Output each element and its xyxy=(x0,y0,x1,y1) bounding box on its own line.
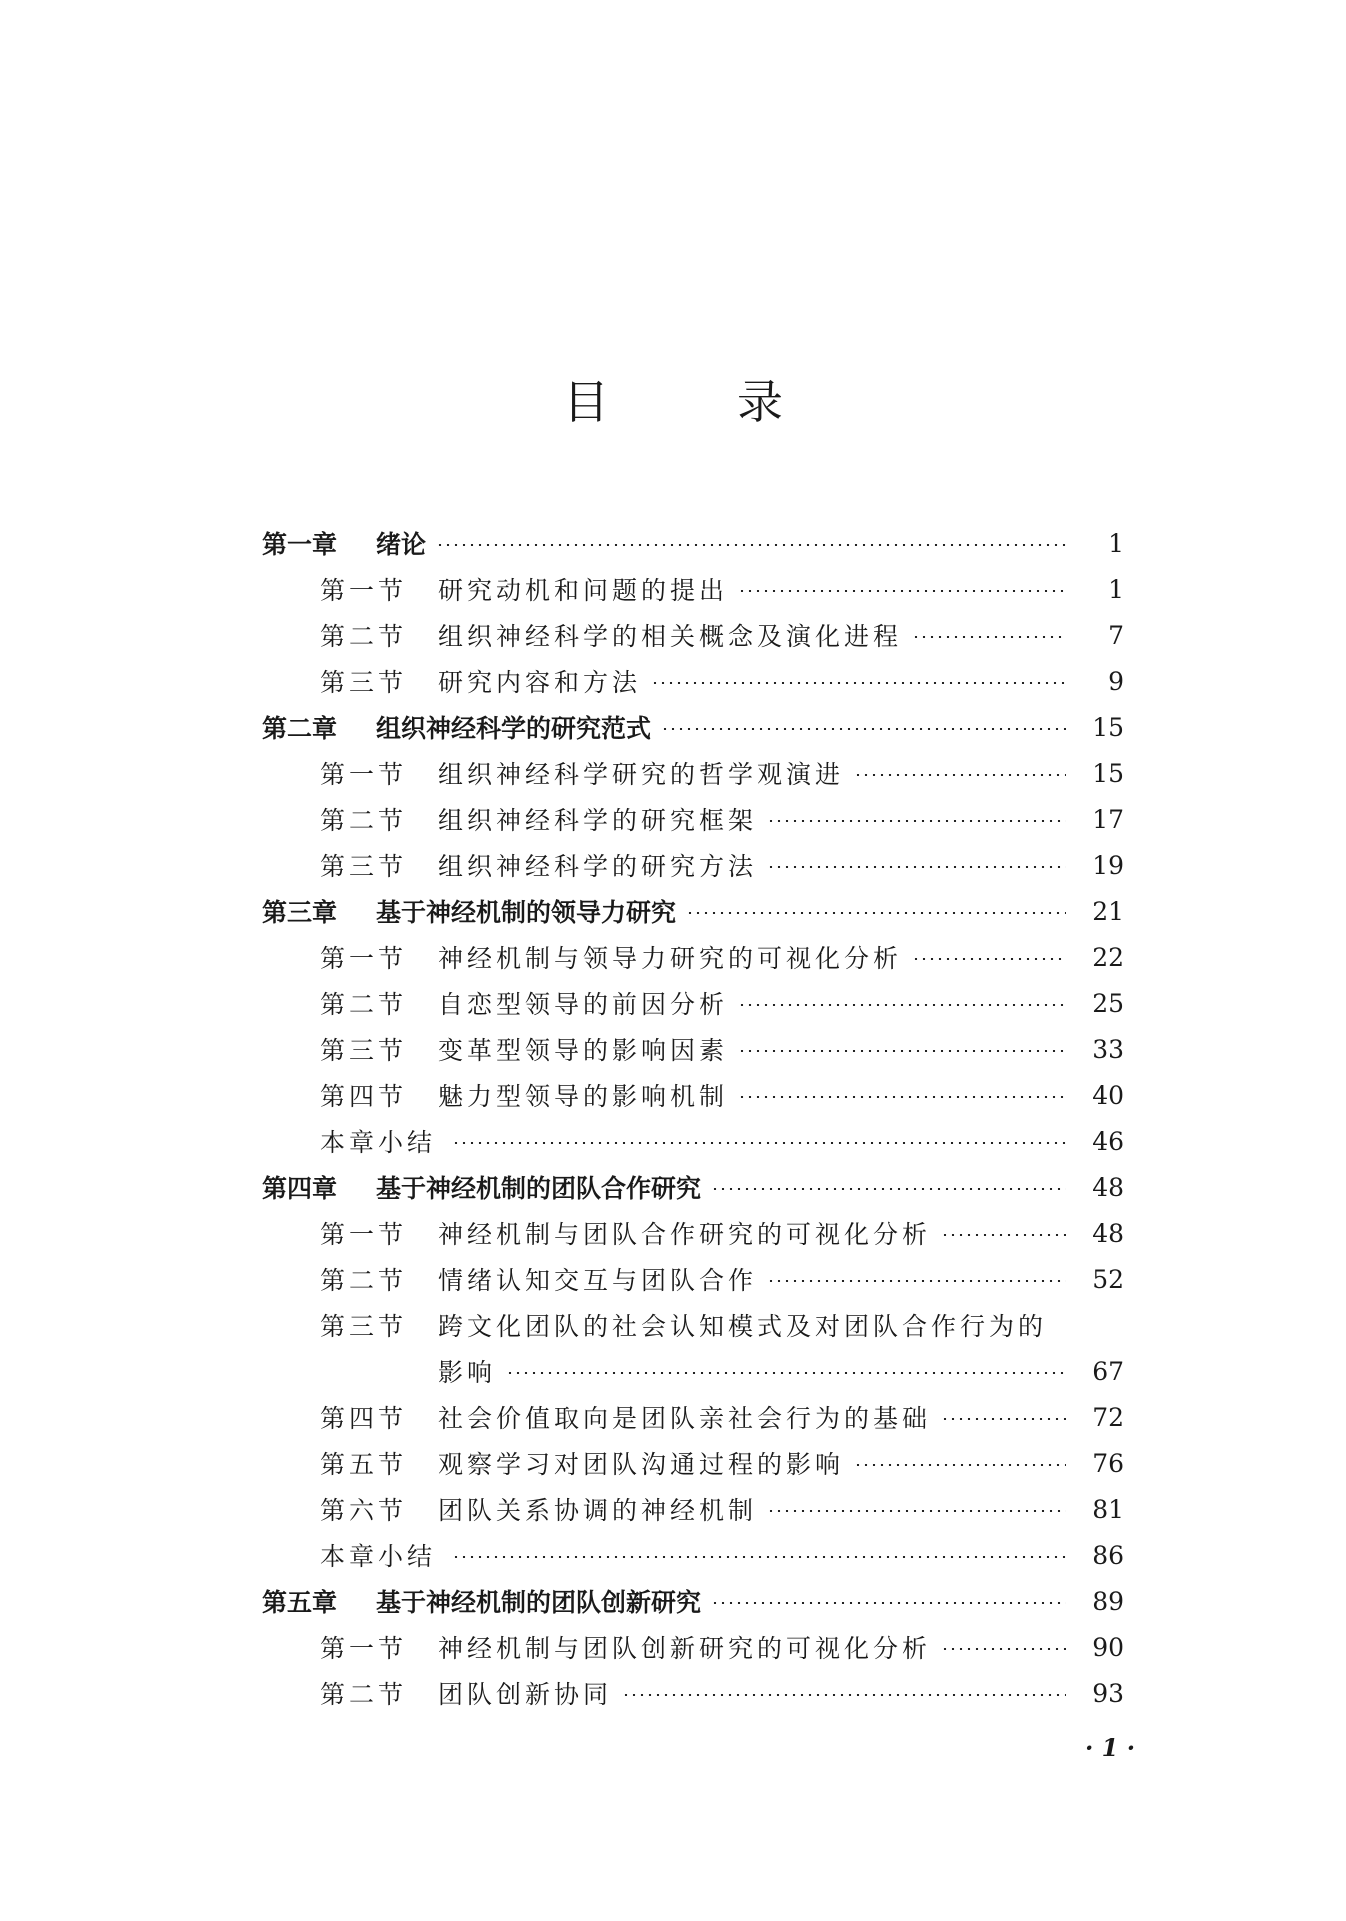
toc-page-number: 93 xyxy=(1092,1678,1124,1708)
toc-entry-label: 第四章 xyxy=(262,1174,338,1203)
toc-summary-row[interactable] xyxy=(0,1118,1346,1164)
toc-chapter-row[interactable] xyxy=(0,520,1346,566)
toc-entry-title: 组织神经科学的研究方法 xyxy=(438,852,758,881)
page-title-char-2: 录 xyxy=(737,375,783,429)
toc-page-number: 17 xyxy=(1092,804,1124,834)
dot-leader xyxy=(711,1188,1066,1190)
toc-entry-title: 基于神经机制的领导力研究 xyxy=(376,898,677,927)
dot-leader xyxy=(452,1556,1066,1558)
toc-entry-title: 组织神经科学的研究框架 xyxy=(438,806,758,835)
toc-page-number: 7 xyxy=(1108,620,1124,650)
toc-page-number: 1 xyxy=(1108,528,1124,558)
dot-leader xyxy=(506,1372,1066,1374)
toc-entry-label: 第二章 xyxy=(262,714,338,743)
toc-section-row[interactable] xyxy=(0,658,1346,704)
toc-section-row[interactable] xyxy=(0,612,1346,658)
toc-page-number: 46 xyxy=(1092,1126,1124,1156)
toc-entry-label: 第二节 xyxy=(320,1266,408,1295)
toc-entry-label: 第三节 xyxy=(320,668,408,697)
toc-entry-label: 第二节 xyxy=(320,1680,408,1709)
dot-leader xyxy=(711,1602,1066,1604)
toc-page-number: 89 xyxy=(1092,1586,1124,1616)
toc-chapter-row[interactable] xyxy=(0,1164,1346,1210)
toc-entry-title: 研究动机和问题的提出 xyxy=(438,576,729,605)
dot-leader xyxy=(686,912,1066,914)
toc-entry-title: 团队关系协调的神经机制 xyxy=(438,1496,758,1525)
toc-section-row[interactable] xyxy=(0,750,1346,796)
toc-section-row[interactable] xyxy=(0,1670,1346,1716)
dot-leader xyxy=(622,1694,1066,1696)
toc-section-row[interactable] xyxy=(0,1026,1346,1072)
dot-leader xyxy=(738,1004,1066,1006)
dot-leader xyxy=(941,1648,1066,1650)
toc-entry-title: 观察学习对团队沟通过程的影响 xyxy=(438,1450,845,1479)
toc-entry-title: 本章小结 xyxy=(320,1542,437,1571)
toc-entry-title: 组织神经科学的相关概念及演化进程 xyxy=(438,622,903,651)
toc-section-row[interactable] xyxy=(0,1256,1346,1302)
toc-entry-label: 第三章 xyxy=(262,898,338,927)
toc-chapter-row[interactable] xyxy=(0,1578,1346,1624)
dot-leader xyxy=(767,1280,1066,1282)
dot-leader xyxy=(738,590,1066,592)
toc-entry-title: 社会价值取向是团队亲社会行为的基础 xyxy=(438,1404,932,1433)
toc-entry-label: 第五章 xyxy=(262,1588,338,1617)
toc-section-row[interactable] xyxy=(0,1486,1346,1532)
toc-entry-label: 第一节 xyxy=(320,576,408,605)
toc-section-row[interactable] xyxy=(0,566,1346,612)
dot-leader xyxy=(941,1234,1066,1236)
dot-leader xyxy=(767,866,1066,868)
toc-entry-label: 第六节 xyxy=(320,1496,408,1525)
toc-entry-label: 第一节 xyxy=(320,944,408,973)
toc-section-row[interactable] xyxy=(0,1394,1346,1440)
dot-leader xyxy=(941,1418,1066,1420)
toc-page-number: 15 xyxy=(1092,758,1124,788)
toc-page-number: 15 xyxy=(1092,712,1124,742)
toc-page-number: 1 xyxy=(1108,574,1124,604)
dot-leader xyxy=(854,1464,1066,1466)
dot-leader xyxy=(912,636,1066,638)
toc-section-row[interactable] xyxy=(0,1440,1346,1486)
toc-section-row[interactable] xyxy=(0,934,1346,980)
dot-leader xyxy=(912,958,1066,960)
toc-entry-label: 第一章 xyxy=(262,530,338,559)
toc-page-number: 76 xyxy=(1092,1448,1124,1478)
toc-entry-title: 跨文化团队的社会认知模式及对团队合作行为的 xyxy=(438,1312,1048,1341)
toc-entry-label: 第四节 xyxy=(320,1082,408,1111)
toc-page-number: 9 xyxy=(1108,666,1124,696)
toc-entry-title: 团队创新协同 xyxy=(438,1680,613,1709)
toc-page-number: 48 xyxy=(1092,1172,1124,1202)
dot-leader xyxy=(661,728,1066,730)
toc-chapter-row[interactable] xyxy=(0,704,1346,750)
dot-leader xyxy=(738,1096,1066,1098)
toc-section-row[interactable] xyxy=(0,1302,1346,1348)
toc-entry-title: 组织神经科学研究的哲学观演进 xyxy=(438,760,845,789)
toc-entry-label: 第二节 xyxy=(320,990,408,1019)
toc-entry-label: 第三节 xyxy=(320,1036,408,1065)
toc-entry-label: 第二节 xyxy=(320,622,408,651)
toc-page-number: 19 xyxy=(1092,850,1124,880)
toc-entry-label: 第三节 xyxy=(320,1312,408,1341)
toc-section-row[interactable] xyxy=(0,1072,1346,1118)
toc-page-number: 90 xyxy=(1092,1632,1124,1662)
toc-entry-title: 情绪认知交互与团队合作 xyxy=(438,1266,758,1295)
dot-leader xyxy=(452,1142,1066,1144)
toc-entry-label: 第一节 xyxy=(320,760,408,789)
toc-entry-label: 第五节 xyxy=(320,1450,408,1479)
toc-page-number: 67 xyxy=(1092,1356,1124,1386)
toc-entry-title: 基于神经机制的团队创新研究 xyxy=(376,1588,702,1617)
toc-entry-title: 自恋型领导的前因分析 xyxy=(438,990,729,1019)
toc-entry-label: 第一节 xyxy=(320,1220,408,1249)
toc-section-row[interactable] xyxy=(0,1624,1346,1670)
toc-section-row[interactable] xyxy=(0,1210,1346,1256)
toc-page-number: 81 xyxy=(1092,1494,1124,1524)
toc-page-number: 72 xyxy=(1092,1402,1124,1432)
toc-entry-title: 绪论 xyxy=(376,530,427,559)
dot-leader xyxy=(854,774,1066,776)
toc-section-row[interactable] xyxy=(0,796,1346,842)
dot-leader xyxy=(767,820,1066,822)
toc-entry-title: 神经机制与团队创新研究的可视化分析 xyxy=(438,1634,932,1663)
toc-entry-title: 神经机制与领导力研究的可视化分析 xyxy=(438,944,903,973)
toc-entry-title: 基于神经机制的团队合作研究 xyxy=(376,1174,702,1203)
toc-entry-title: 组织神经科学的研究范式 xyxy=(376,714,652,743)
toc-entry-title: 研究内容和方法 xyxy=(438,668,642,697)
toc-page-number: 21 xyxy=(1092,896,1124,926)
toc-section-row[interactable] xyxy=(0,842,1346,888)
toc-entry-title: 本章小结 xyxy=(320,1128,437,1157)
toc-entry-label: 第四节 xyxy=(320,1404,408,1433)
toc-entry-title: 神经机制与团队合作研究的可视化分析 xyxy=(438,1220,932,1249)
toc-section-row[interactable] xyxy=(0,980,1346,1026)
toc-page-number: 86 xyxy=(1092,1540,1124,1570)
toc-page-number: 48 xyxy=(1092,1218,1124,1248)
toc-page-number: 40 xyxy=(1092,1080,1124,1110)
dot-leader xyxy=(767,1510,1066,1512)
toc-entry-label: 第三节 xyxy=(320,852,408,881)
toc-page-number: 22 xyxy=(1092,942,1124,972)
toc-chapter-row[interactable] xyxy=(0,888,1346,934)
toc-entry-label: 第二节 xyxy=(320,806,408,835)
toc-page-number: 52 xyxy=(1092,1264,1124,1294)
toc-page-number: 33 xyxy=(1092,1034,1124,1064)
toc-page-number: 25 xyxy=(1092,988,1124,1018)
toc-summary-row[interactable] xyxy=(0,1532,1346,1578)
dot-leader xyxy=(738,1050,1066,1052)
dot-leader xyxy=(651,682,1066,684)
toc-entry-title: 影响 xyxy=(438,1358,497,1387)
toc-entry-label: 第一节 xyxy=(320,1634,408,1663)
toc-entry-title: 魅力型领导的影响机制 xyxy=(438,1082,729,1111)
page-number: · 1 · xyxy=(1084,1733,1136,1762)
toc-continuation-row[interactable] xyxy=(0,1348,1346,1394)
dot-leader xyxy=(436,544,1066,546)
toc-entry-title: 变革型领导的影响因素 xyxy=(438,1036,729,1065)
page-title-char-1: 目 xyxy=(563,375,609,429)
